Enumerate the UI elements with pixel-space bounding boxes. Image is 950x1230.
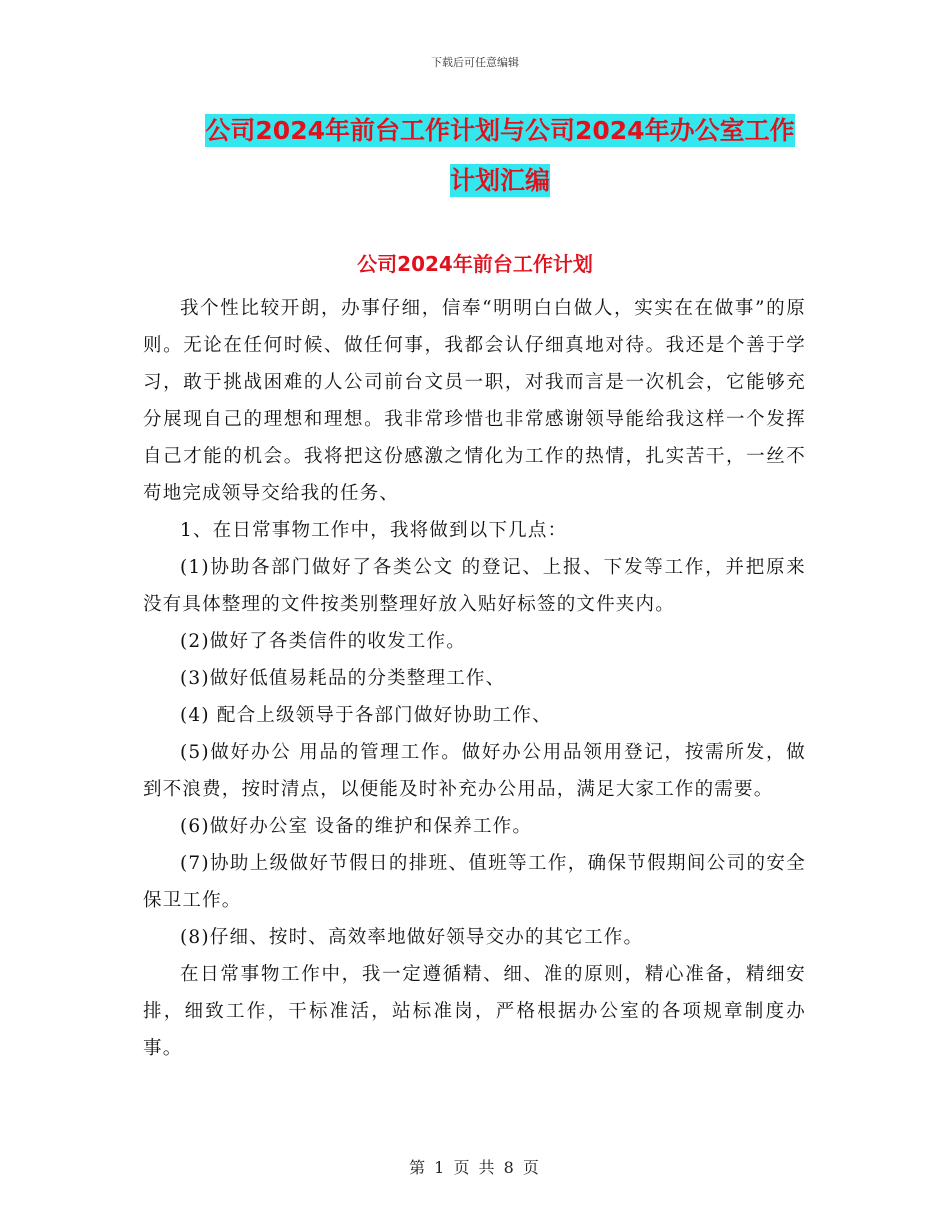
page-header-note: 下载后可任意编辑 [431,56,519,69]
list-item: (2)做好了各类信件的收发工作。 [180,631,466,652]
list-item: (5)做好办公 用品的管理工作。做好办公用品领用登记，按需所发，做到不浪费，按时清点，以便能及时补充办公用品，满足大家工作的需要。 [143,742,806,800]
paragraph-closing: 在日常事物工作中，我一定遵循精、细、准的原则，精心准备，精细安排，细致工作，干标准活，站标准岗，严格根据办公室的各项规章制度办事。 [143,964,806,1059]
document-title-line-1: 公司2024年前台工作计划与公司2024年办公室工作 [205,116,795,145]
body-text [143,290,806,1067]
list-item: (3)做好低值易耗品的分类整理工作、 [180,668,506,689]
paragraph-intro: 我个性比较开朗，办事仔细，信奉“明明白白做人，实实在在做事”的原则。无论在任何时候、做任何事，我都会认仔细真地对待。我还是个善于学习，敢于挑战困难的人公司前台文员一职，对我而言是一次机会，它能够充分展现自己的理想和理想。我非常珍惜也非常感谢领导能给我这样一个发挥自己才能的机会。我将把这份感激之情化为工作的热情，扎实苦干，一丝不苟地完成领导交给我的任务、 [143,298,806,504]
document-title [150,106,850,206]
page-number: 第 1 页 共 8 页 [409,1158,541,1177]
list-item: (4) 配合上级领导于各部门做好协助工作、 [180,705,552,726]
list-item: (7)协助上级做好节假日的排班、值班等工作，确保节假期间公司的安全保卫工作。 [143,853,806,911]
paragraph-item-heading: 1、在日常事物工作中，我将做到以下几点： [180,520,568,541]
section-heading: 公司2024年前台工作计划 [357,252,593,276]
list-item: (8)仔细、按时、高效率地做好领导交办的其它工作。 [180,927,644,948]
list-item: (6)做好办公室 设备的维护和保养工作。 [180,816,533,837]
list-item: (1)协助各部门做好了各类公文 的登记、上报、下发等工作，并把原来没有具体整理的文件按类别整理好放入贴好标签的文件夹内。 [143,557,806,615]
document-title-line-2: 计划汇编 [449,166,550,195]
